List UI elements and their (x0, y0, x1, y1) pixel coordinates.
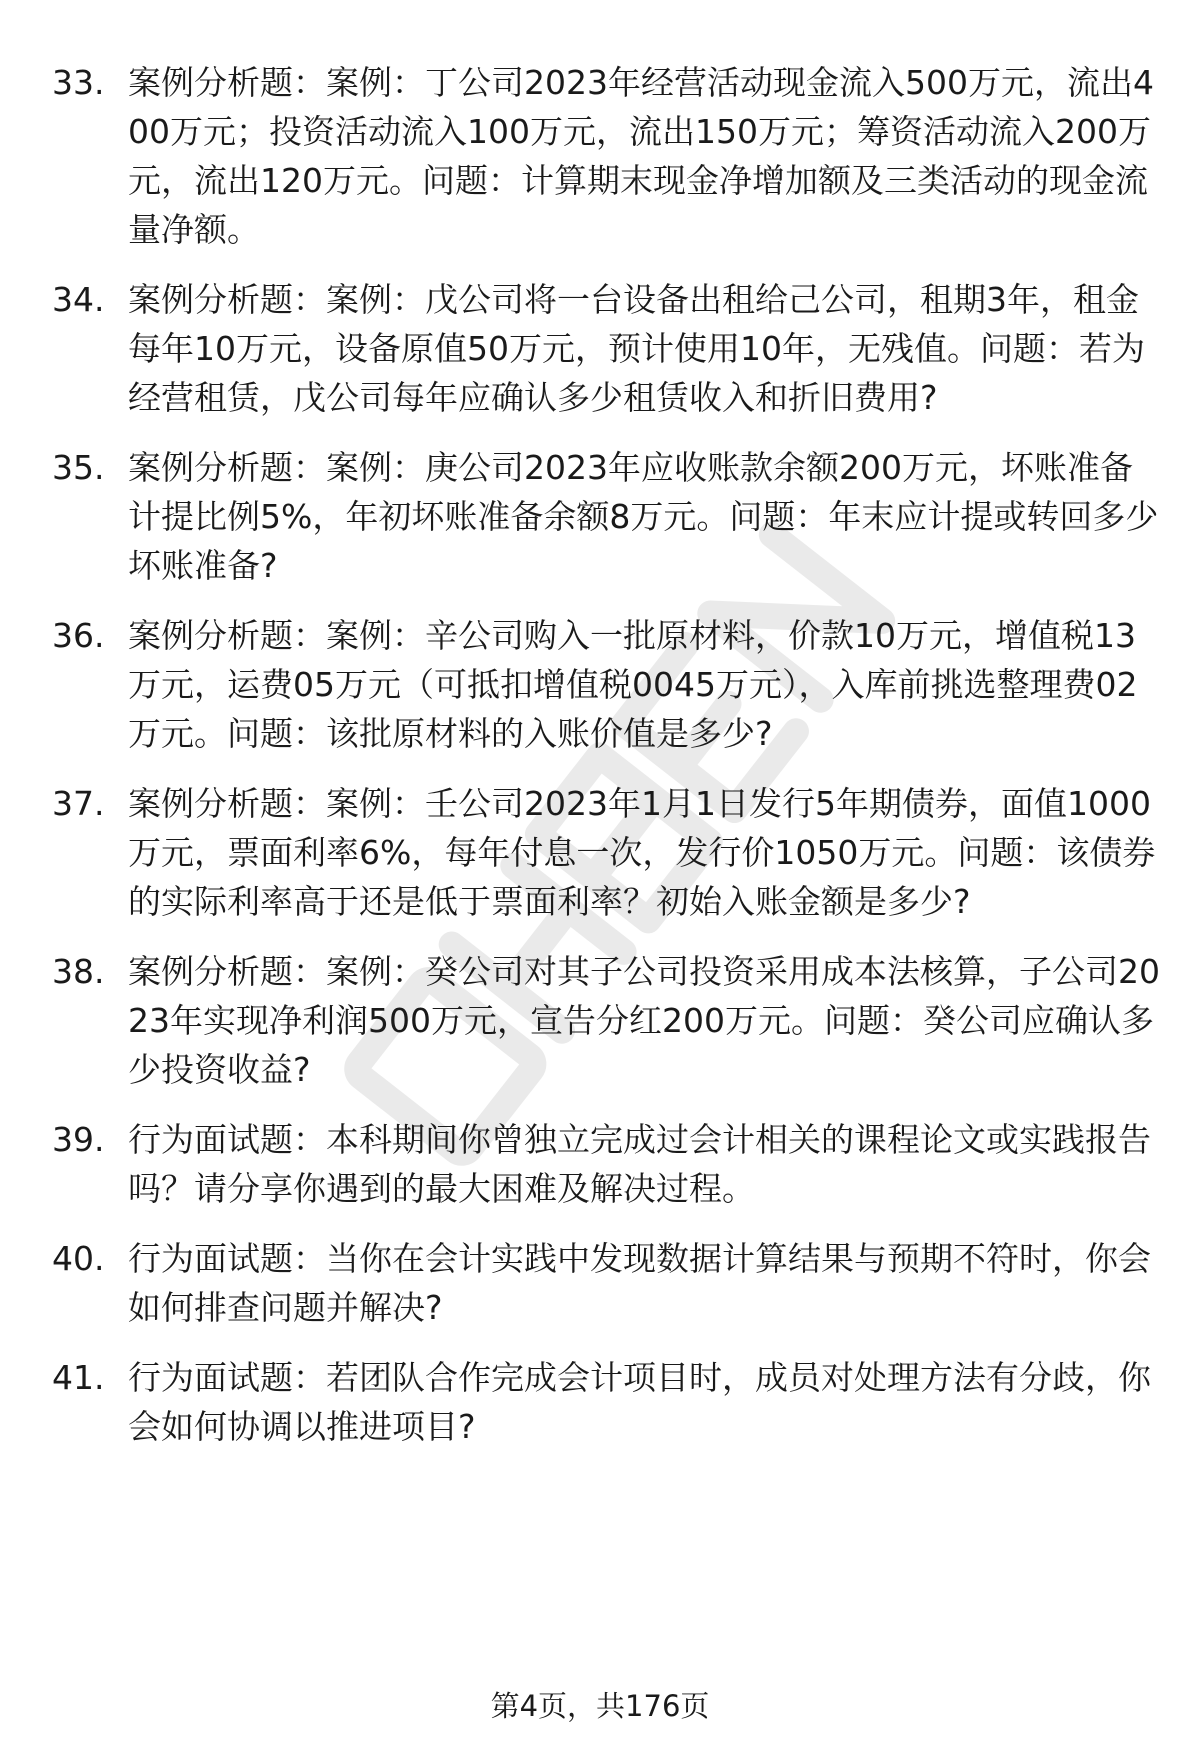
question-text: 案例分析题：案例：丁公司2023年经营活动现金流入500万元，流出400万元；投资活动流入100万元，流出150万元；筹资活动流入200万元，流出120万元。问题：计算期末现金净增加额及三类活动的现金流量净额。 (128, 63, 1154, 249)
question-text: 案例分析题：案例：戊公司将一台设备出租给己公司，租期3年，租金每年10万元，设备原值50万元，预计使用10年，无残值。问题：若为经营租赁，戊公司每年应确认多少租赁收入和折旧费用? (128, 280, 1145, 417)
question-item (52, 275, 1162, 422)
question-item (52, 1115, 1162, 1213)
question-item (52, 1353, 1162, 1451)
question-number: 37. (52, 784, 105, 823)
question-item (52, 779, 1162, 926)
question-number: 35. (52, 448, 105, 487)
page-footer (0, 1686, 1200, 1726)
question-item (52, 443, 1162, 590)
question-text: 案例分析题：案例：壬公司2023年1月1日发行5年期债券，面值1000万元，票面利率6%，每年付息一次，发行价1050万元。问题：该债券的实际利率高于还是低于票面利率？初始入账金额是多少? (128, 784, 1156, 921)
question-item (52, 611, 1162, 758)
question-number: 34. (52, 280, 105, 319)
question-number: 40. (52, 1239, 105, 1278)
question-number: 39. (52, 1120, 105, 1159)
question-text: 案例分析题：案例：辛公司购入一批原材料，价款10万元，增值税13万元，运费05万元（可抵扣增值税0045万元），入库前挑选整理费02万元。问题：该批原材料的入账价值是多少? (128, 616, 1138, 753)
question-number: 36. (52, 616, 105, 655)
question-text: 行为面试题：本科期间你曾独立完成过会计相关的课程论文或实践报告吗？请分享你遇到的最大困难及解决过程。 (128, 1120, 1151, 1208)
question-text: 案例分析题：案例：癸公司对其子公司投资采用成本法核算，子公司2023年实现净利润500万元，宣告分红200万元。问题：癸公司应确认多少投资收益? (128, 952, 1160, 1089)
question-text: 行为面试题：当你在会计实践中发现数据计算结果与预期不符时，你会如何排查问题并解决? (128, 1239, 1151, 1327)
question-list (52, 58, 1162, 1472)
page-number-label: 第4页，共176页 (490, 1689, 710, 1723)
question-item (52, 947, 1162, 1094)
question-text: 案例分析题：案例：庚公司2023年应收账款余额200万元，坏账准备计提比例5%，年初坏账准备余额8万元。问题：年末应计提或转回多少坏账准备? (128, 448, 1159, 585)
question-number: 38. (52, 952, 105, 991)
question-text: 行为面试题：若团队合作完成会计项目时，成员对处理方法有分歧，你会如何协调以推进项目? (128, 1358, 1151, 1446)
question-item (52, 58, 1162, 254)
question-number: 33. (52, 63, 105, 102)
question-item (52, 1234, 1162, 1332)
question-number: 41. (52, 1358, 105, 1397)
